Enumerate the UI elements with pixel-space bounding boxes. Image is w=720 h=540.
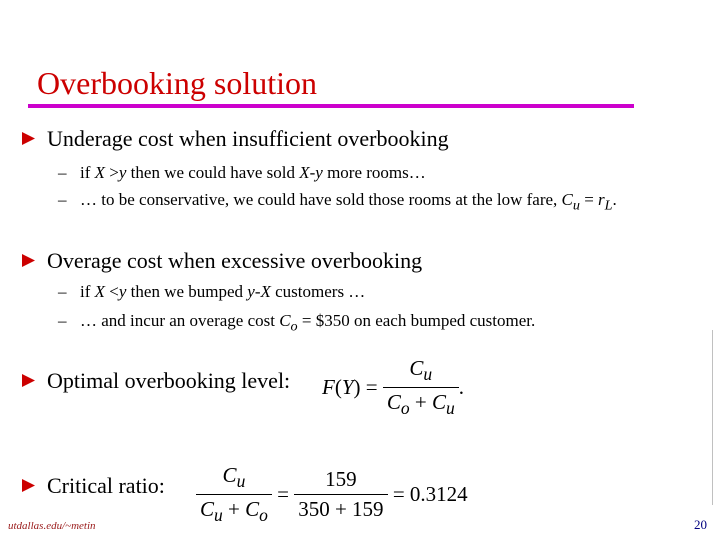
dash-icon: – [58,282,67,301]
bullet-icon [22,374,35,387]
title-underline [28,104,634,108]
bullet-icon [22,479,35,492]
fraction: $\frac{159}{350 + 159}$ [294,467,387,522]
sub-underage-2: … to be conservative, we could have sold those rooms at the low fare, $C_u = r_L$. [80,190,617,214]
dash-icon: – [58,190,67,209]
bullet-overage: Overage cost when excessive overbooking [47,248,423,273]
bullet-optimal: Optimal overbooking level: [47,368,291,393]
sub-underage-1: if X >y then we could have sold X-y more rooms… [80,163,426,182]
dash-icon: – [58,311,67,330]
dash-icon: – [58,163,67,182]
right-edge-bar [712,330,713,505]
footer-url: utdallas.edu/~metin [8,520,96,532]
sub-overage-1: if X <y then we bumped y-X customers … [80,282,366,301]
page-number: 20 [694,517,707,532]
bullet-underage: Underage cost when insufficient overbooking [47,126,449,151]
slide-title: Overbooking solution [37,65,317,101]
formula-critical-ratio: $\frac{C_u}{C_u + C_o}$ = $\frac{159}{350 + 159}$ = 0.3124 [196,463,468,526]
formula-optimal: F ( Y ) = $\frac{C_u}{C_o + C_u}$ . [322,356,464,419]
bullet-icon [22,254,35,267]
fraction: $\frac{C_u}{C_o + C_u}$ [383,356,459,419]
fraction: $\frac{C_u}{C_u + C_o}$ [196,463,272,526]
bullet-icon [22,132,35,145]
bullet-critical: Critical ratio: [47,473,165,498]
sub-overage-2: … and incur an overage cost $C_o$ = $350 on each bumped customer. [80,311,536,335]
